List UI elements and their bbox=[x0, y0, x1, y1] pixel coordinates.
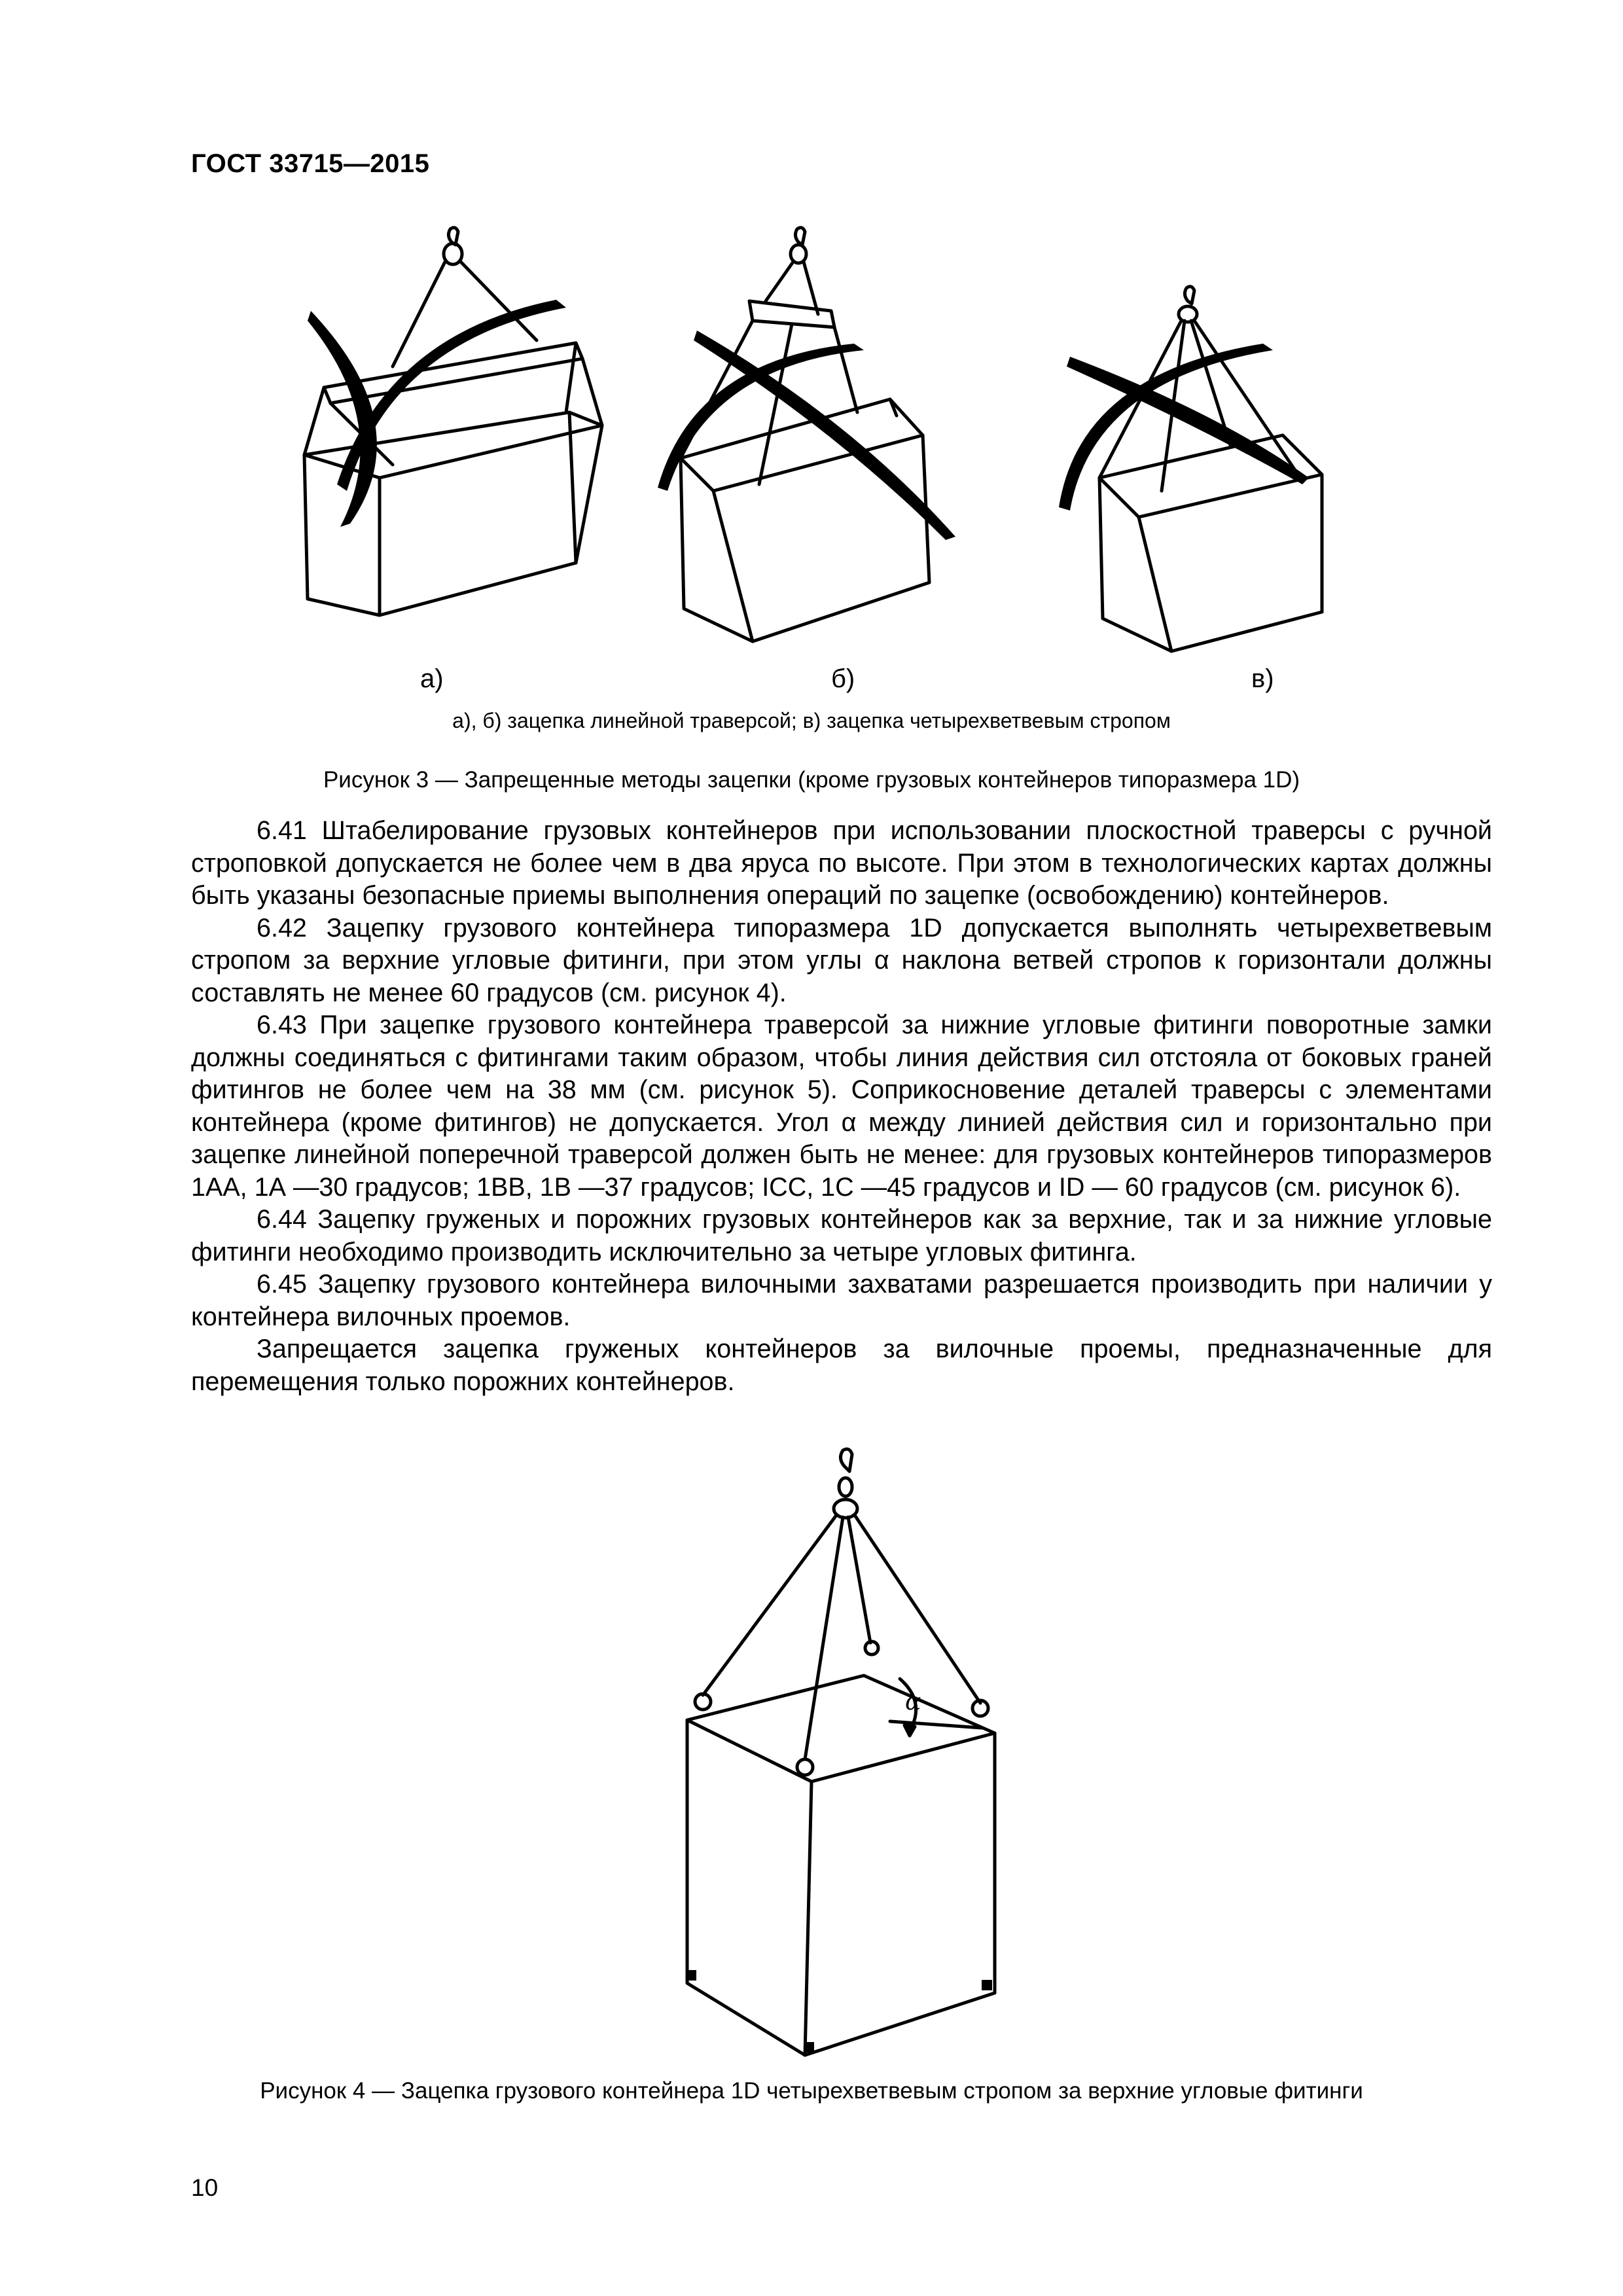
figure-3b-drawing bbox=[681, 228, 929, 641]
hook-icon bbox=[840, 1449, 852, 1471]
body-text bbox=[191, 815, 1492, 1398]
paragraph-6-42: 6.42 Зацепку грузового контейнера типоразмера 1D допускается выполнять четырехветвевым стропом за верхние угловые фитинги, при этом углы α наклона ветвей стропов к горизонтали должны составлять не менее 60 градусов (см. рисунок 4). bbox=[191, 913, 1492, 1007]
figure-4-caption: Рисунок 4 — Зацепка грузового контейнера 1D четырехветвевым стропом за верхние угловые фитинги bbox=[260, 2078, 1363, 2104]
figure-3c-label: в) bbox=[1251, 664, 1274, 693]
paragraph-6-43: 6.43 При зацепке грузового контейнера траверсой за нижние угловые фитинги поворотные замки должны соединяться с фитингами таким образом, чтобы линия действия сил отстояла от боковых граней фитингов не более чем на 38 мм (см. рисунок 5). Соприкосновение деталей траверсы с элементами контейнера (кроме фитингов) не допускается. Угол α между линией действия сил и горизонтально при зацепке линейной поперечной траверсой должен быть не менее: для грузовых контейнеров типоразмеров 1АА, 1А —30 градусов; 1ВВ, 1В —37 градусов; ICC, 1С —45 градусов и ID — 60 градусов (см. рисунок 6). bbox=[191, 1011, 1492, 1202]
figure-3a-drawing bbox=[304, 228, 602, 615]
paragraph-6-45: 6.45 Зацепку грузового контейнера вилочными захватами разрешается производить при наличии у контейнера вилочных проемов. bbox=[191, 1270, 1492, 1331]
figure-4-illustration bbox=[674, 1446, 1041, 2068]
figure-3a-label: а) bbox=[420, 664, 444, 693]
paragraph-6-41: 6.41 Штабелирование грузовых контейнеров при использовании плоскостной траверсы с ручной строповкой допускается не более чем в два яруса по высоте. При этом в технологических картах должны быть указаны безопасные приемы выполнения операций по зацепке (освобождению) контейнеров. bbox=[191, 816, 1492, 910]
figure-3-subcaption: а), б) зацепка линейной траверсой; в) зацепка четырехветвевым стропом bbox=[452, 709, 1171, 732]
figure-4-angle-label: α bbox=[905, 1689, 921, 1715]
figure-3b-label: б) bbox=[831, 664, 855, 693]
paragraph-6-45-continued: Запрещается зацепка груженых контейнеров за вилочные проемы, предназначенные для перемещения только порожних контейнеров. bbox=[191, 1335, 1492, 1396]
figure-3-caption: Рисунок 3 — Запрещенные методы зацепки (кроме грузовых контейнеров типоразмера 1D) bbox=[323, 767, 1300, 793]
figure-3-illustration bbox=[262, 216, 1361, 674]
paragraph-6-44: 6.44 Зацепку груженых и порожних грузовых контейнеров как за верхние, так и за нижние угловые фитинги необходимо производить исключительно за четыре угловых фитинга. bbox=[191, 1205, 1492, 1266]
page-number: 10 bbox=[191, 2174, 219, 2201]
document-header: ГОСТ 33715—2015 bbox=[191, 149, 430, 178]
